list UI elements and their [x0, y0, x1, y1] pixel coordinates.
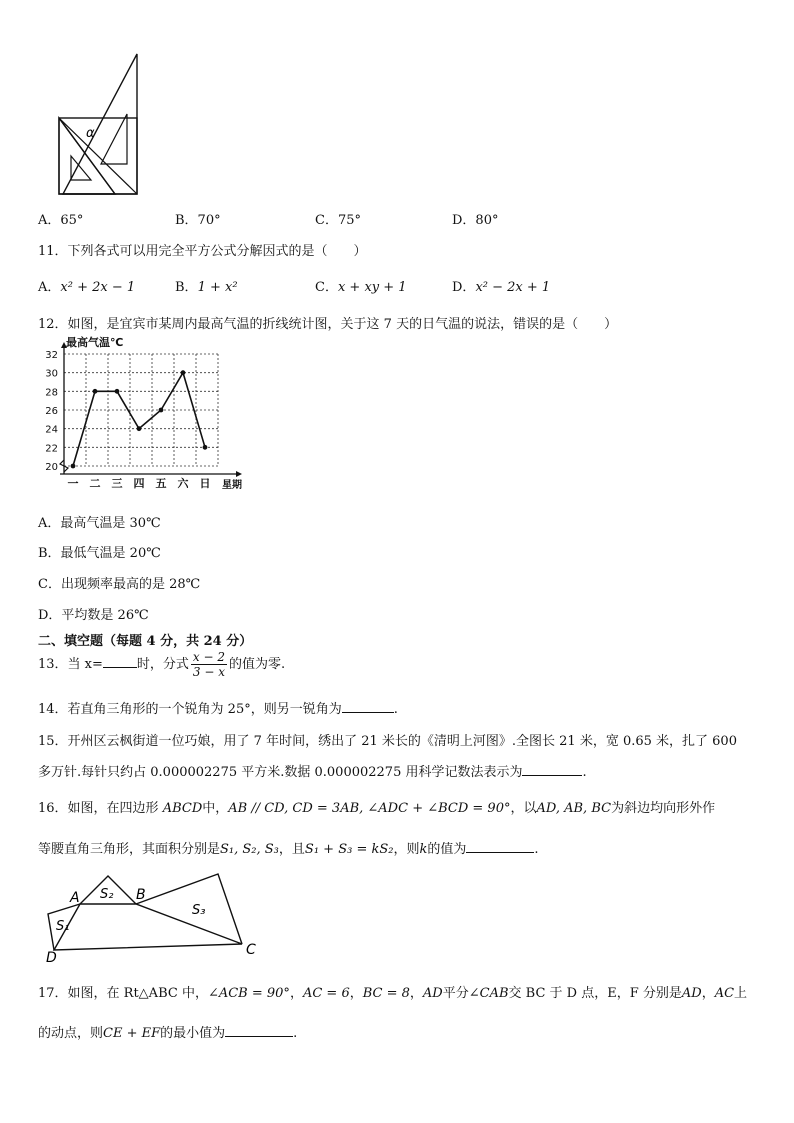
- y-tick-label: 20: [45, 462, 58, 473]
- q13-pre: 13．当 x=: [38, 657, 103, 672]
- q16-math: S₁, S₂, S₃: [220, 842, 279, 857]
- answer-blank: [342, 712, 394, 713]
- q17-math: BC = 8: [362, 986, 410, 1001]
- q17-text: 的最小值为: [160, 1026, 226, 1041]
- label-D: D: [46, 950, 57, 964]
- series-line: [73, 373, 205, 466]
- q12-option-c: C．出现频率最高的是 28℃: [38, 577, 201, 592]
- data-point: [71, 464, 76, 469]
- label-C: C: [246, 942, 256, 958]
- q11-option-c: [315, 276, 407, 295]
- option-label: D．: [452, 280, 476, 295]
- q11-option-b: [175, 276, 238, 295]
- answer-blank: [522, 775, 582, 776]
- y-tick-label: 26: [45, 406, 58, 417]
- q13-mid: 时，分式: [136, 657, 189, 672]
- q17-text: ，: [349, 986, 363, 1001]
- q14: [38, 698, 398, 717]
- label-B: B: [136, 887, 146, 903]
- q16-math: ABCD: [162, 801, 203, 816]
- q17-text: 上: [734, 986, 748, 1001]
- q12-option-a: A．最高气温是 30℃: [38, 516, 161, 531]
- q12-stem: 12．如图，是宜宾市某周内最高气温的折线统计图，关于这 7 天的日气温的说法，错误的是（ ）: [38, 317, 618, 332]
- temperature-line-chart: [40, 336, 255, 506]
- q17-text: 平分: [442, 986, 469, 1001]
- q11-option-d: [452, 276, 550, 295]
- q15-line2-text: 多万针.每针只约占 0.000002275 平方米.数据 0.000002275 用科学记数法表示为: [38, 765, 523, 780]
- q16-line2: [38, 838, 539, 857]
- fraction: [191, 650, 227, 679]
- q17-math: ∠CAB: [468, 986, 509, 1001]
- option-expr: 1 + x²: [197, 280, 238, 295]
- q14-text: 14．若直角三角形的一个锐角为 25°，则另一锐角为: [38, 702, 342, 717]
- q17-math: AD: [422, 986, 443, 1001]
- y-tick-label: 32: [45, 350, 58, 361]
- q15-end: .: [582, 765, 587, 780]
- q15-line2: [38, 761, 587, 780]
- y-tick-label: 30: [45, 368, 58, 380]
- y-axis-title: 最高气温℃: [66, 336, 124, 349]
- q16-text: 16．如图，在四边形: [38, 801, 159, 816]
- q17-text: ，: [701, 986, 715, 1001]
- data-point: [137, 426, 142, 431]
- q16-math: AD, AB, BC: [536, 801, 612, 816]
- answer-blank: [225, 1036, 293, 1037]
- q16-text: 等腰直角三角形，其面积分别是: [38, 842, 221, 857]
- y-tick-label: 28: [45, 387, 58, 399]
- q16-text: 中，: [202, 801, 229, 816]
- x-axis-title: 星期: [222, 480, 242, 491]
- x-tick-label: 日: [199, 477, 211, 490]
- q17-math: ∠ACB = 90°: [207, 986, 290, 1001]
- option-label: A．: [38, 280, 61, 295]
- q10-option-c: C．75°: [315, 213, 361, 228]
- answer-blank: [103, 667, 137, 668]
- q11-stem: 11．下列各式可以用完全平方公式分解因式的是（ ）: [38, 244, 367, 259]
- q16-math: k: [419, 842, 428, 857]
- q15-line1: 15．开州区云枫街道一位巧娘，用了 7 年时间，绣出了 21 米长的《清明上河图》.全图长 21 米，宽 0.65 米，扎了 600: [38, 734, 737, 749]
- fraction-denominator: 3 − x: [192, 665, 226, 679]
- data-point: [181, 370, 186, 375]
- data-point: [93, 389, 98, 394]
- alpha-label: α: [86, 126, 95, 141]
- y-tick-label: 24: [45, 424, 58, 436]
- x-tick-label: 四: [133, 477, 145, 490]
- x-tick-label: 一: [67, 477, 79, 490]
- answer-blank: [466, 852, 534, 853]
- q17-text: 交 BC 于 D 点，E，F 分别是: [508, 986, 682, 1001]
- option-expr: x + xy + 1: [337, 280, 407, 295]
- option-label: C．: [315, 280, 338, 295]
- q17-text: ，: [289, 986, 303, 1001]
- q16-math: S₁ + S₃ = kS₂: [304, 842, 394, 857]
- data-point: [203, 445, 208, 450]
- q17-math: CE + EF: [103, 1026, 161, 1041]
- q12-option-d: D．平均数是 26℃: [38, 608, 149, 623]
- label-A: A: [70, 890, 80, 906]
- option-label: B．: [175, 280, 198, 295]
- q13-post: 的值为零.: [229, 657, 286, 672]
- label-S3: S₃: [192, 903, 206, 918]
- q17-math: AD: [681, 986, 702, 1001]
- data-point: [115, 389, 120, 394]
- section-title: 二、填空题（每题 4 分，共 24 分）: [38, 634, 253, 649]
- option-expr: x² − 2x + 1: [475, 280, 551, 295]
- x-tick-label: 六: [177, 477, 189, 490]
- fraction-numerator: x − 2: [192, 650, 226, 664]
- q17-text: 的动点，则: [38, 1026, 104, 1041]
- q17-text: 17．如图，在 Rt△ABC 中，: [38, 986, 208, 1001]
- x-axis-arrow: [236, 471, 242, 477]
- q16-math: AB // CD, CD = 3AB, ∠ADC + ∠BCD = 90°: [228, 801, 511, 816]
- x-tick-label: 五: [155, 477, 167, 490]
- label-S1: S₁: [56, 919, 70, 934]
- q16-text: ，且: [278, 842, 305, 857]
- q10-option-d: D．80°: [452, 213, 499, 228]
- q17-text: ，: [409, 986, 423, 1001]
- q17-end: .: [293, 1026, 298, 1041]
- q17-line1: [38, 982, 747, 1001]
- q11-option-a: [38, 276, 135, 295]
- q16-end: .: [534, 842, 539, 857]
- q16-text: 为斜边均向形外作: [611, 801, 716, 816]
- q17-math: AC: [714, 986, 735, 1001]
- option-expr: x² + 2x − 1: [60, 280, 136, 295]
- q10-option-b: B．70°: [175, 213, 221, 228]
- q16-text: ，以: [510, 801, 537, 816]
- q10-option-a: A．65°: [38, 213, 84, 228]
- q12-option-b: B．最低气温是 20℃: [38, 546, 161, 561]
- q16-text: 的值为: [427, 842, 467, 857]
- q14-end: .: [393, 702, 398, 717]
- data-point: [159, 408, 164, 413]
- label-S2: S₂: [100, 887, 114, 902]
- q10-figure: [55, 52, 145, 198]
- x-tick-label: 二: [89, 477, 101, 490]
- q17-math: AC = 6: [302, 986, 350, 1001]
- q16-figure: [40, 866, 270, 964]
- q17-line2: [38, 1022, 297, 1041]
- x-tick-label: 三: [111, 477, 123, 490]
- q16-text: ，则: [393, 842, 420, 857]
- q16-line1: [38, 797, 715, 816]
- q13: [38, 650, 285, 679]
- y-tick-label: 22: [45, 443, 58, 455]
